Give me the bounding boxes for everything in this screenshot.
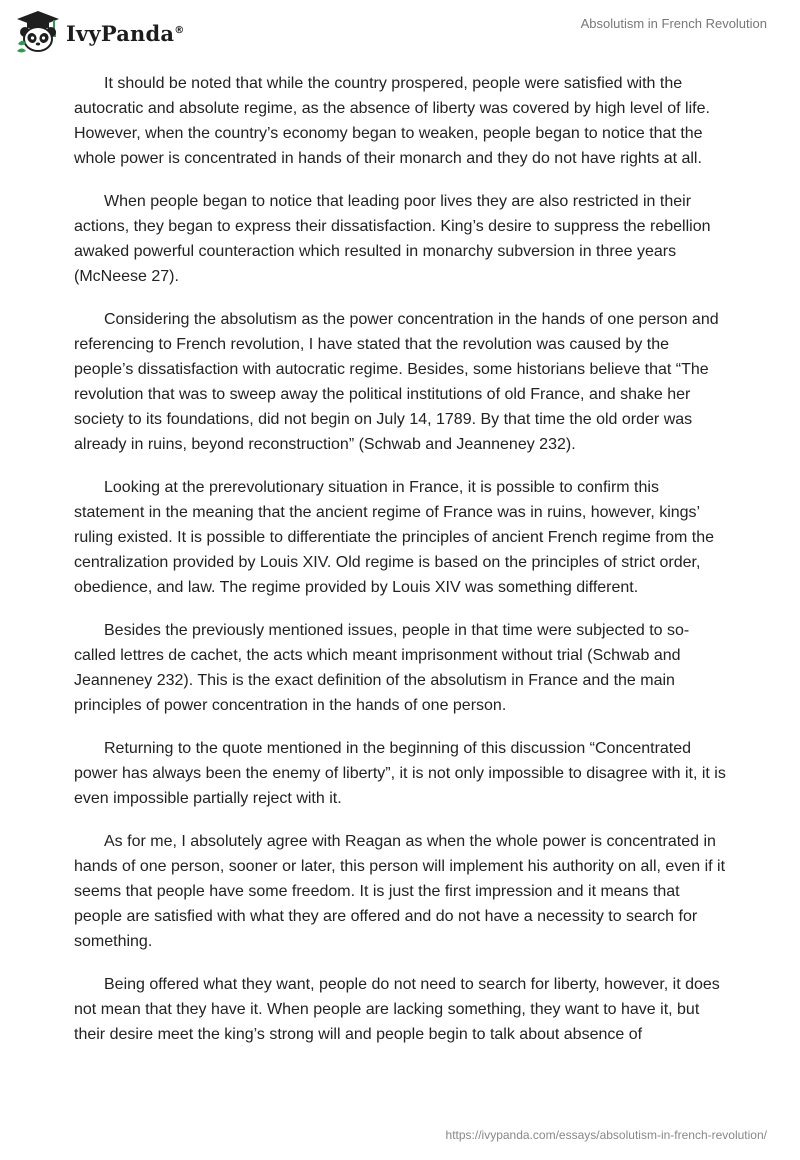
paragraph-3: Considering the absolutism as the power concentration in the hands of one person and referencing to French revolution, I have stated that the revolution was caused by the people’s dissatisfaction with autocratic regime. Besides, some historians believe that “The revolution that was to sweep away the political institutions of old France, and shake her society to its foundations, did not begin on July 14, 1789. By that time the old order was already in ruins, beyond reconstruction” (Schwab and Jeanneney 232).: [74, 311, 719, 453]
paragraph-6: Returning to the quote mentioned in the beginning of this discussion “Concentrated power has always been the enemy of liberty”, it is not only impossible to disagree with it, it is even impossible partially reject with it.: [74, 740, 726, 807]
ivypanda-logo-link[interactable]: [14, 8, 184, 56]
paragraph-1: It should be noted that while the country prospered, people were satisfied with the autocratic and absolute regime, as the absence of liberty was covered by high level of life. However, when the country’s economy began to weaken, people began to notice that the whole power is concentrated in hands of their monarch and they do not have rights at all.: [74, 75, 710, 167]
paragraph-5: Besides the previously mentioned issues, people in that time were subjected to so-called lettres de cachet, the acts which meant imprisonment without trial (Schwab and Jeanneney 232). This is the exact definition of the absolutism in France and the main principles of power concentration in the hands of one person.: [74, 622, 690, 714]
brand-name: [66, 21, 184, 46]
paragraph-2: When people began to notice that leading poor lives they are also restricted in their actions, they began to express their dissatisfaction. King’s desire to suppress the rebellion awaked powerful counteraction which resulted in monarchy subversion in three years (McNeese 27).: [74, 193, 711, 285]
paragraph-4: Looking at the prerevolutionary situation in France, it is possible to confirm this statement in the meaning that the ancient regime of France was in ruins, however, kings’ ruling existed. It is possible to differentiate the principles of ancient French regime from the centralization provided by Louis XIV. Old regime is based on the principles of strict order, obedience, and law. The regime provided by Louis XIV was something different.: [74, 479, 715, 596]
page-header: [0, 0, 800, 62]
paragraph-7: As for me, I absolutely agree with Reagan as when the whole power is concentrated in hands of one person, sooner or later, this person will implement his authority on all, even if it seems that people have some freedom. It is just the first impression and it means that people are satisfied with what they are offered and do not have a necessity to search for something.: [74, 833, 726, 950]
registered-mark: ®: [174, 24, 185, 36]
brand-name-text: IvyPanda: [66, 20, 175, 46]
essay-body: [74, 71, 726, 1065]
panda-graduation-cap-icon: [14, 8, 62, 56]
source-url-link[interactable]: https://ivypanda.com/essays/absolutism-in-french-revolution/: [445, 1128, 767, 1142]
document-title: Absolutism in French Revolution: [580, 16, 767, 31]
paragraph-8: Being offered what they want, people do not need to search for liberty, however, it does not mean that they have it. When people are lacking something, they want to have it, but their desire meet the king’s strong will and people begin to talk about absence of: [74, 976, 720, 1043]
